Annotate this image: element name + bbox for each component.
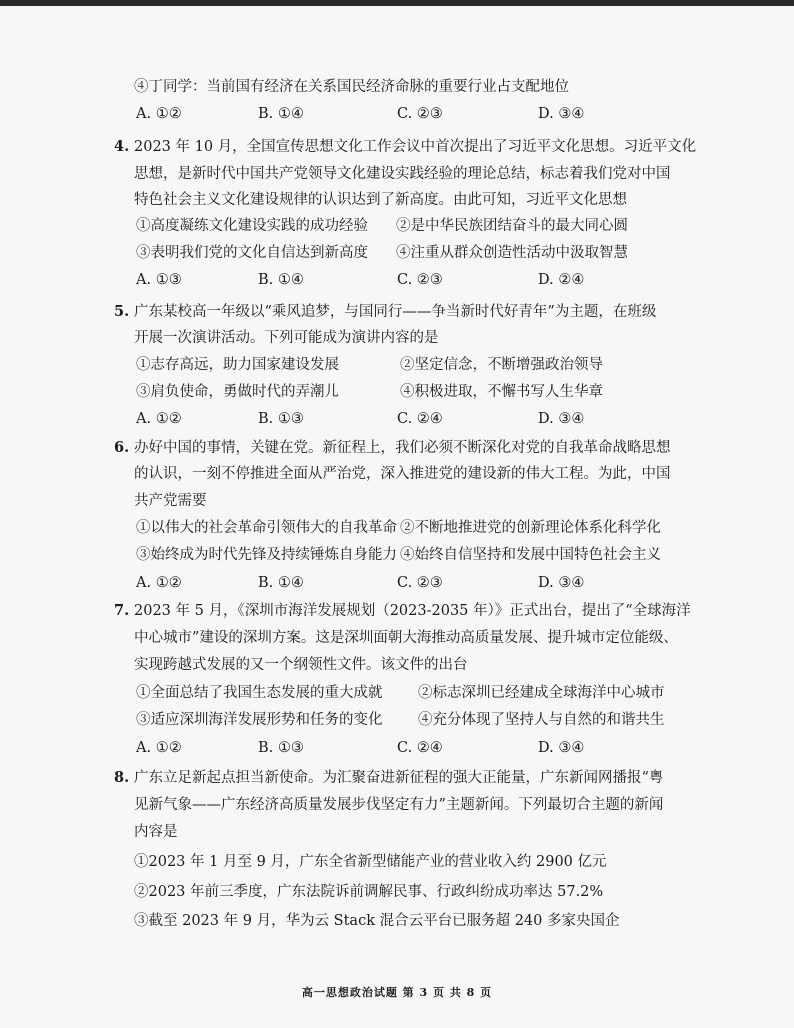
q7-number: 7.: [114, 602, 130, 619]
q7-item-2: ②标志深圳已经建成全球海洋中心城市: [418, 685, 665, 701]
q8-stem-3: 内容是: [134, 824, 178, 840]
q5-choice-a: A. ①②: [136, 411, 182, 427]
q7-stem-2: 中心城市”建设的深圳方案。这是深圳面朝大海推动高质量发展、提升城市定位能级、: [134, 630, 678, 646]
q4-choice-d: D. ②④: [538, 272, 585, 288]
q7-choice-d: D. ③④: [538, 740, 585, 756]
q6-item-1: ①以伟大的社会革命引领伟大的自我革命: [136, 520, 397, 536]
q5-stem-1: 广东某校高一年级以“乘风追梦，与国同行——争当新时代好青年”为主题，在班级: [134, 304, 657, 320]
q5-number: 5.: [114, 303, 130, 320]
q8-item-3: ③截至 2023 年 9 月，华为云 Stack 混合云平台已服务超 240 多家央国企: [134, 913, 620, 929]
q6-choice-d: D. ③④: [538, 575, 585, 591]
q4-stem-1: 2023 年 10 月，全国宣传思想文化工作会议中首次提出了习近平文化思想。习近平文化: [134, 139, 697, 155]
q3-choice-d: D. ③④: [538, 106, 585, 122]
q6-number: 6.: [114, 439, 130, 456]
q6-choice-a: A. ①②: [136, 575, 182, 591]
q5-item-3: ③肩负使命，勇做时代的弄潮儿: [136, 384, 339, 400]
q4-item-2: ②是中华民族团结奋斗的最大同心圆: [396, 218, 628, 234]
q7-item-3: ③适应深圳海洋发展形势和任务的变化: [136, 712, 383, 728]
q4-stem-2: 思想，是新时代中国共产党领导文化建设实践经验的理论总结，标志着我们党对中国: [134, 166, 671, 182]
page-footer: 高一思想政治试题 第 3 页 共 8 页: [301, 986, 493, 999]
q7-choice-c: C. ②④: [397, 740, 443, 756]
q7-item-1: ①全面总结了我国生态发展的重大成就: [136, 685, 383, 701]
q4-choice-a: A. ①③: [136, 272, 182, 288]
q4-number: 4.: [114, 138, 130, 155]
q4-choice-b: B. ①④: [258, 272, 304, 288]
q7-item-4: ④充分体现了坚持人与自然的和谐共生: [418, 712, 665, 728]
q6-stem-1: 办好中国的事情，关键在党。新征程上，我们必须不断深化对党的自我革命战略思想: [134, 440, 671, 456]
q4-item-4: ④注重从群众创造性活动中汲取智慧: [396, 245, 628, 261]
q6-stem-2: 的认识，一刻不停推进全面从严治党，深入推进党的建设新的伟大工程。为此，中国: [134, 466, 671, 482]
q6-choice-b: B. ①④: [258, 575, 304, 591]
q8-stem-2: 见新气象——广东经济高质量发展步伐坚定有力”主题新闻。下列最切合主题的新闻: [134, 797, 664, 813]
q8-number: 8.: [114, 769, 130, 786]
q5-item-1: ①志存高远，助力国家建设发展: [136, 357, 339, 373]
q4-item-1: ①高度凝练文化建设实践的成功经验: [136, 218, 368, 234]
q6-item-2: ②不断地推进党的创新理论体系化科学化: [400, 520, 661, 536]
q7-choice-a: A. ①②: [136, 740, 182, 756]
q6-item-4: ④始终自信坚持和发展中国特色社会主义: [400, 547, 661, 563]
q5-choice-b: B. ①③: [258, 411, 304, 427]
q7-choice-b: B. ①③: [258, 740, 304, 756]
q3-choice-c: C. ②③: [397, 106, 443, 122]
q3-item-4: ④丁同学：当前国有经济在关系国民经济命脉的重要行业占支配地位: [134, 79, 569, 95]
q4-item-3: ③表明我们党的文化自信达到新高度: [136, 245, 368, 261]
q6-item-3: ③始终成为时代先锋及持续锤炼自身能力: [136, 547, 397, 563]
q6-stem-3: 共产党需要: [134, 493, 207, 509]
q8-item-2: ②2023 年前三季度，广东法院诉前调解民事、行政纠纷成功率达 57.2%: [134, 884, 604, 900]
q4-stem-3: 特色社会主义文化建设规律的认识达到了新高度。由此可知，习近平文化思想: [134, 192, 627, 208]
q8-item-1: ①2023 年 1 月至 9 月，广东全省新型储能产业的营业收入约 2900 亿元: [134, 854, 607, 870]
q5-item-4: ④积极进取，不懈书写人生华章: [400, 384, 603, 400]
q5-choice-c: C. ②④: [397, 411, 443, 427]
q4-choice-c: C. ②③: [397, 272, 443, 288]
q6-choice-c: C. ②③: [397, 575, 443, 591]
q7-stem-1: 2023 年 5 月，《深圳市海洋发展规划（2023-2035 年）》正式出台，提出了“全球海洋: [134, 603, 691, 619]
q5-item-2: ②坚定信念，不断增强政治领导: [400, 357, 603, 373]
q8-stem-1: 广东立足新起点担当新使命。为汇聚奋进新征程的强大正能量，广东新闻网播报“粤: [134, 770, 664, 786]
q3-choice-b: B. ①④: [258, 106, 304, 122]
q7-stem-3: 实现跨越式发展的又一个纲领性文件。该文件的出台: [134, 657, 468, 673]
q5-choice-d: D. ③④: [538, 411, 585, 427]
q3-choice-a: A. ①②: [136, 106, 182, 122]
q5-stem-2: 开展一次演讲活动。下列可能成为演讲内容的是: [134, 330, 439, 346]
